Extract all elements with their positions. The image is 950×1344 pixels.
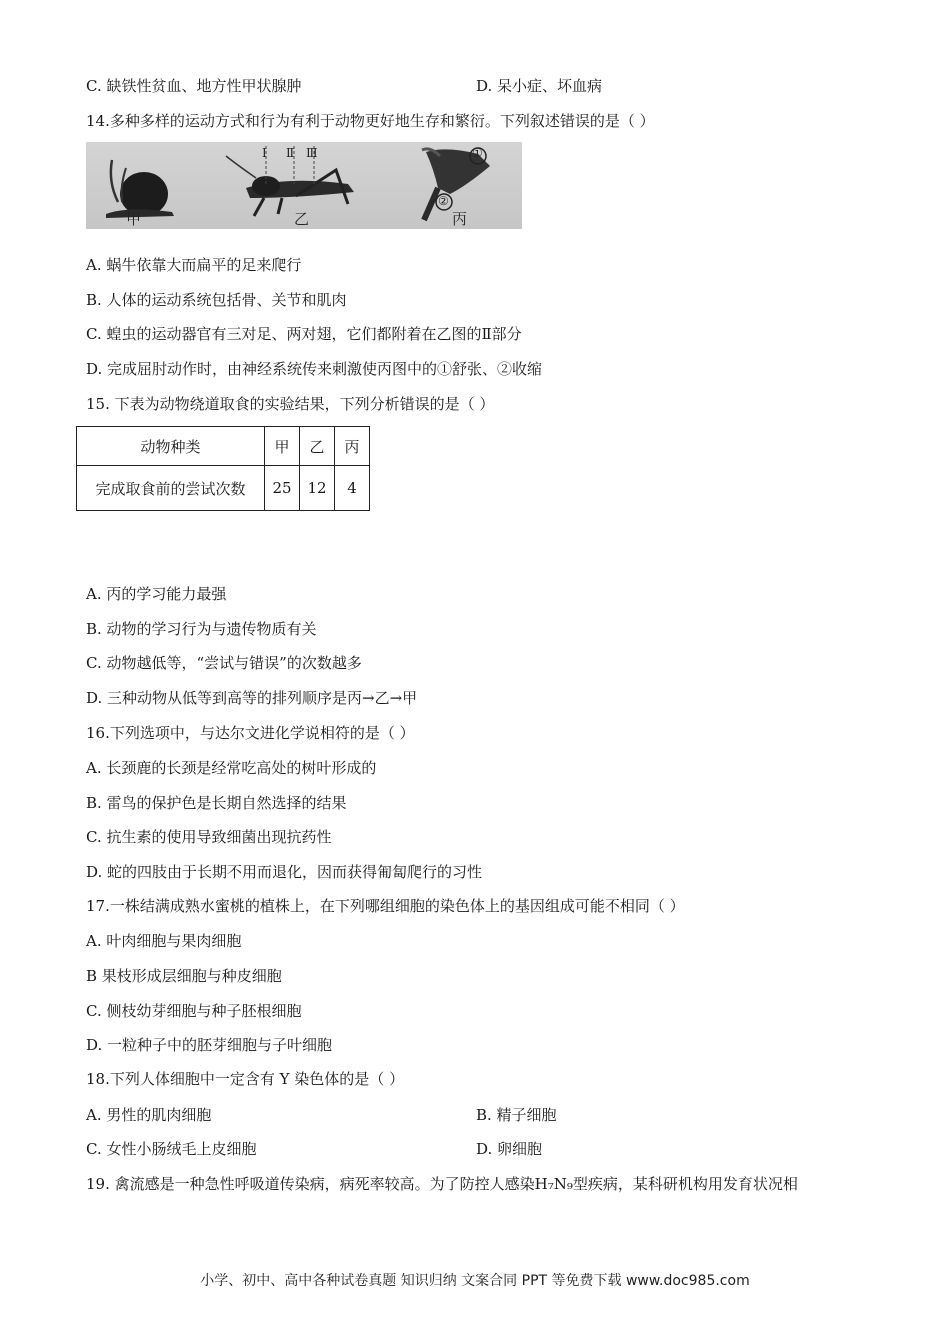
q14-figure <box>86 142 522 229</box>
fig-mark-2: Ⅱ <box>286 146 295 160</box>
q16-option-c: C. 抗生素的使用导致细菌出现抗药性 <box>86 828 332 846</box>
table-cell: 4 <box>335 466 370 511</box>
table-header-cell: 动物种类 <box>77 427 265 466</box>
table-row <box>77 427 370 466</box>
table-cell: 12 <box>300 466 335 511</box>
q13-option-c: C. 缺铁性贫血、地方性甲状腺肿 <box>86 77 302 95</box>
q15-option-b: B. 动物的学习行为与遗传物质有关 <box>86 620 317 638</box>
q17-option-b: B 果枝形成层细胞与种皮细胞 <box>86 967 282 985</box>
q14-option-d: D. 完成屈肘动作时，由神经系统传来刺激使丙图中的①舒张、②收缩 <box>86 360 543 378</box>
q15-stem: 15. 下表为动物绕道取食的实验结果，下列分析错误的是（ ） <box>86 395 495 413</box>
q18-option-a: A. 男性的肌肉细胞 <box>86 1106 212 1124</box>
fig-mark-circle-2: ② <box>438 194 449 208</box>
q14-option-b: B. 人体的运动系统包括骨、关节和肌肉 <box>86 291 347 309</box>
table-cell: 完成取食前的尝试次数 <box>77 466 265 511</box>
q16-option-b: B. 雷鸟的保护色是长期自然选择的结果 <box>86 794 347 812</box>
fig-mark-1: Ⅰ <box>262 146 267 160</box>
q13-option-d: D. 呆小症、坏血病 <box>476 77 603 95</box>
q17-option-a: A. 叶肉细胞与果肉细胞 <box>86 932 242 950</box>
q15-option-a: A. 丙的学习能力最强 <box>86 585 227 603</box>
fig-label-yi: 乙 <box>294 210 310 228</box>
table-header-cell: 丙 <box>335 427 370 466</box>
table-row <box>77 466 370 511</box>
q18-stem: 18.下列人体细胞中一定含有 Y 染色体的是（ ） <box>86 1070 405 1088</box>
q16-option-a: A. 长颈鹿的长颈是经常吃高处的树叶形成的 <box>86 759 377 777</box>
fig-label-bing: 丙 <box>452 210 468 228</box>
q18-option-b: B. 精子细胞 <box>476 1106 557 1124</box>
page-footer: 小学、初中、高中各种试卷真题 知识归纳 文案合同 PPT 等免费下载 www.doc985.com <box>200 1273 750 1289</box>
q16-stem: 16.下列选项中，与达尔文进化学说相符的是（ ） <box>86 724 415 742</box>
q15-option-d: D. 三种动物从低等到高等的排列顺序是丙→乙→甲 <box>86 689 418 707</box>
q19-stem: 19. 禽流感是一种急性呼吸道传染病，病死率较高。为了防控人感染H₇N₉型疾病，某科研机构用发育状况相 <box>86 1175 798 1193</box>
table-header-cell: 甲 <box>265 427 300 466</box>
fig-mark-3: Ⅲ <box>306 146 318 160</box>
table-cell: 25 <box>265 466 300 511</box>
q17-stem: 17.一株结满成熟水蜜桃的植株上，在下列哪组细胞的染色体上的基因组成可能不相同（ ） <box>86 897 685 915</box>
q14-stem: 14.多种多样的运动方式和行为有利于动物更好地生存和繁衍。下列叙述错误的是（ ） <box>86 112 655 130</box>
q17-option-c: C. 侧枝幼芽细胞与种子胚根细胞 <box>86 1002 302 1020</box>
q14-option-a: A. 蜗牛依靠大而扁平的足来爬行 <box>86 256 302 274</box>
q18-option-d: D. 卵细胞 <box>476 1140 543 1158</box>
q15-table <box>76 426 370 511</box>
q18-option-c: C. 女性小肠绒毛上皮细胞 <box>86 1140 257 1158</box>
q15-option-c: C. 动物越低等，“尝试与错误”的次数越多 <box>86 654 362 672</box>
q14-option-c: C. 蝗虫的运动器官有三对足、两对翅，它们都附着在乙图的Ⅱ部分 <box>86 325 522 343</box>
q16-option-d: D. 蛇的四肢由于长期不用而退化，因而获得匍匐爬行的习性 <box>86 863 483 881</box>
fig-mark-circle-1: ① <box>472 146 483 160</box>
q17-option-d: D. 一粒种子中的胚芽细胞与子叶细胞 <box>86 1036 333 1054</box>
fig-label-jia: 甲 <box>126 210 142 228</box>
table-header-cell: 乙 <box>300 427 335 466</box>
